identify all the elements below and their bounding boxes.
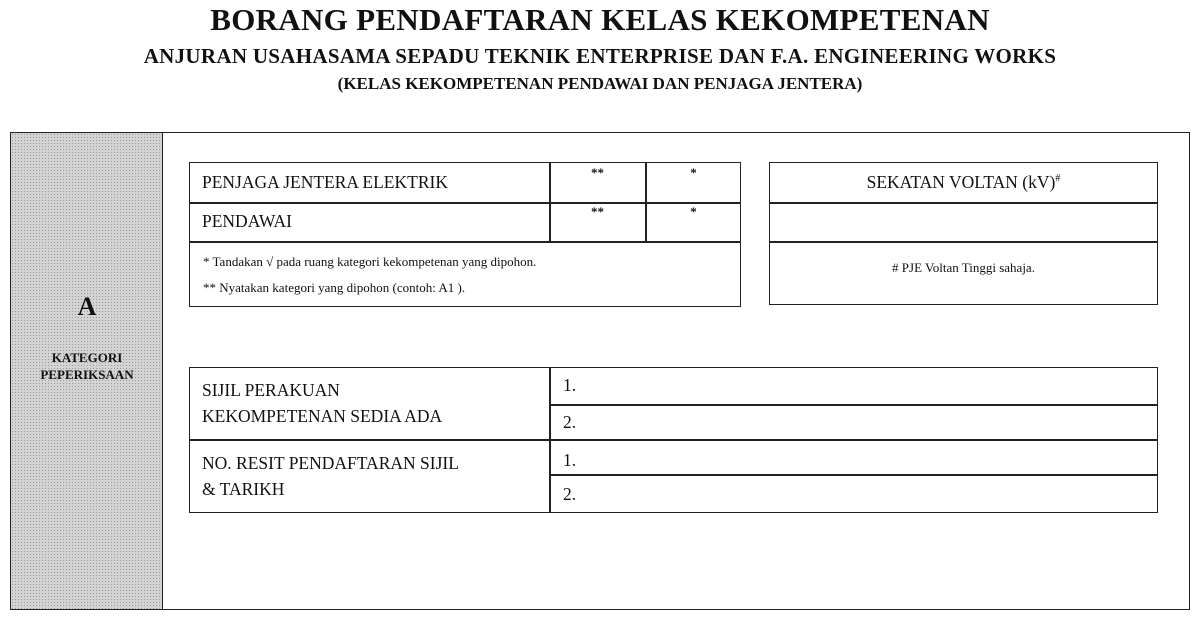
certificate-row-divider (189, 439, 1158, 441)
category-tick-box-penjaga-jentera[interactable]: * (690, 165, 697, 180)
certificate-entry-divider-1 (549, 404, 1158, 406)
voltage-label (769, 172, 1158, 193)
voltage-label-text: SEKATAN VOLTAN (kV) (866, 172, 1056, 192)
section-name (11, 349, 163, 383)
form-title: BORANG PENDAFTARAN KELAS KEKOMPETENAN (210, 2, 990, 37)
certificate-label-receipt (202, 450, 459, 502)
certificate-label-existing-line2: KEKOMPETENAN SEDIA ADA (202, 406, 443, 426)
section-name-line2: PEPERIKSAAN (40, 367, 134, 382)
form-subtitle: ANJURAN USAHASAMA SEPADU TEKNIK ENTERPRISE DAN F.A. ENGINEERING WORKS (143, 44, 1057, 68)
category-label-pendawai: PENDAWAI (202, 211, 292, 231)
certificate-existing-entry-1[interactable]: 1. (563, 375, 577, 395)
certificate-existing-entry-2[interactable]: 2. (563, 412, 577, 432)
category-row-divider-2 (189, 241, 741, 243)
certificate-receipt-entry-2[interactable]: 2. (563, 484, 577, 504)
certificate-label-existing-line1: SIJIL PERAKUAN (202, 380, 340, 400)
section-name-line1: KATEGORI (51, 350, 123, 365)
voltage-note: # PJE Voltan Tinggi sahaja. (892, 260, 1035, 275)
category-label-penjaga-jentera: PENJAGA JENTERA ELEKTRIK (202, 172, 448, 192)
voltage-row-divider-2 (769, 241, 1158, 243)
certificate-receipt-entry-1[interactable]: 1. (563, 450, 577, 470)
certificate-label-receipt-line1: NO. RESIT PENDAFTARAN SIJIL (202, 453, 459, 473)
category-note-specify: ** Nyatakan kategori yang dipohon (contoh: A1 ). (203, 280, 466, 295)
voltage-label-mark: # (1055, 173, 1061, 185)
section-letter: A (77, 292, 97, 321)
voltage-row-divider-1 (769, 202, 1158, 204)
certificate-entry-divider-2 (549, 474, 1158, 476)
category-note-tick: * Tandakan √ pada ruang kategori kekompetenan yang dipohon. (203, 254, 537, 269)
category-tick-box-pendawai[interactable]: * (690, 204, 697, 219)
form-subtitle-class: (KELAS KEKOMPETENAN PENDAWAI DAN PENJAGA JENTERA) (337, 74, 863, 93)
certificate-label-existing (202, 377, 442, 429)
category-code-field-pendawai[interactable]: ** (591, 204, 604, 219)
certificate-label-receipt-line2: & TARIKH (202, 479, 285, 499)
category-code-field-penjaga-jentera[interactable]: ** (591, 165, 604, 180)
